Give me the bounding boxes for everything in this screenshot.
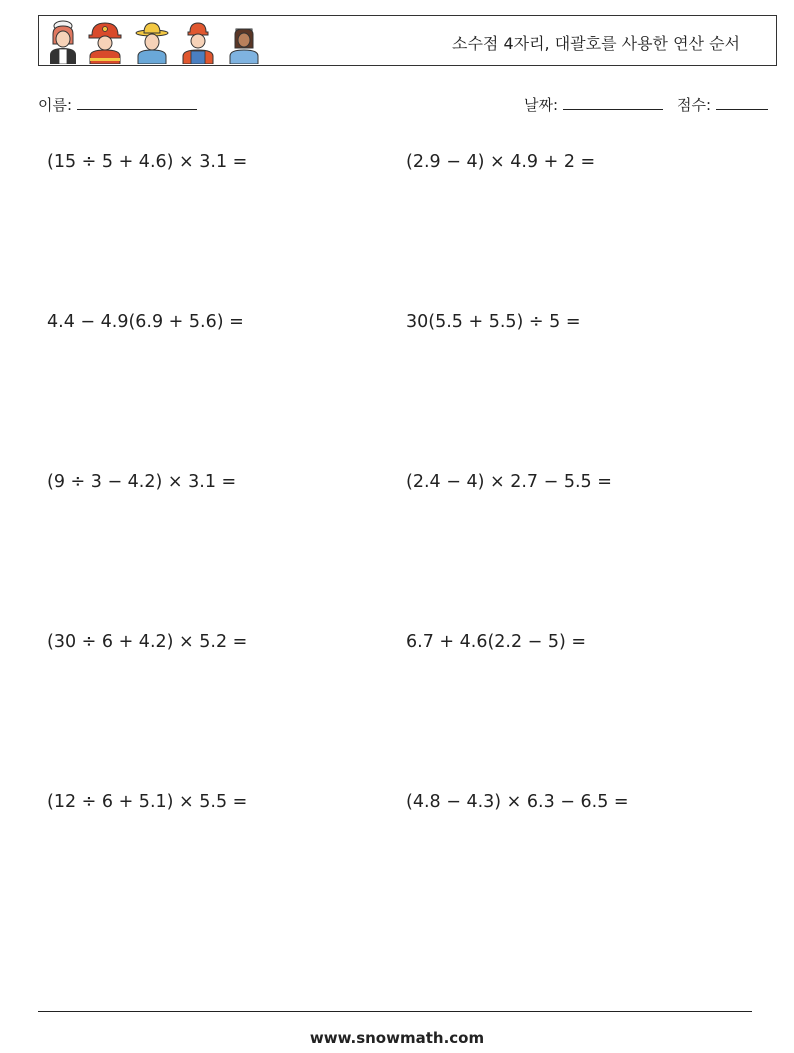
footer-divider [38,1011,752,1012]
problem-10: (4.8 − 4.3) × 6.3 − 6.5 = [406,792,629,812]
worksheet-title: 소수점 4자리, 대괄호를 사용한 연산 순서 [452,34,740,53]
score-blank[interactable] [716,95,768,110]
date-label: 날짜: [524,96,559,114]
problem-8: 6.7 + 4.6(2.2 − 5) = [406,632,587,652]
problem-5: (9 ÷ 3 − 4.2) × 3.1 = [47,472,237,492]
problem-6: (2.4 − 4) × 2.7 − 5.5 = [406,472,612,492]
construction-worker-icon [181,20,215,64]
date-blank[interactable] [563,95,663,110]
footer-url[interactable]: www.snowmath.com [309,1029,485,1047]
name-field [38,94,197,115]
score-field [677,94,768,115]
problem-7: (30 ÷ 6 + 4.2) × 5.2 = [47,632,248,652]
worksheet-header [38,15,777,66]
score-label: 점수: [677,96,712,114]
farmer-icon [135,20,169,64]
problem-9: (12 ÷ 6 + 5.1) × 5.5 = [47,792,248,812]
problem-2: (2.9 − 4) × 4.9 + 2 = [406,152,596,172]
problem-1: (15 ÷ 5 + 4.6) × 3.1 = [47,152,248,172]
problem-4: 30(5.5 + 5.5) ÷ 5 = [406,312,581,332]
nurse-icon [227,20,261,64]
name-label: 이름: [38,96,73,114]
date-field [524,94,663,115]
chef-icon [46,20,80,64]
firefighter-icon [88,20,122,64]
problem-3: 4.4 − 4.9(6.9 + 5.6) = [47,312,244,332]
name-blank[interactable] [77,95,197,110]
